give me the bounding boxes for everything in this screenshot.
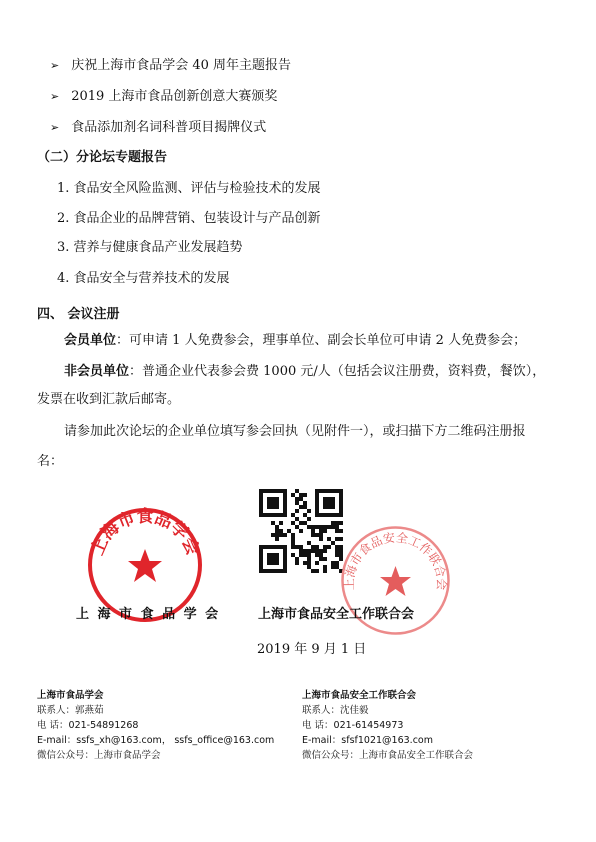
list-item: 3. 营养与健康食品产业发展趋势 bbox=[57, 240, 243, 255]
contact-person: 联系人：沈佳毅 bbox=[302, 705, 369, 716]
star-icon bbox=[380, 566, 411, 596]
bullet-item: ➢ 庆祝上海市食品学会 40 周年主题报告 bbox=[50, 58, 292, 73]
qr-code-image bbox=[259, 489, 343, 573]
contact-block-right bbox=[302, 688, 473, 763]
list-item: 4. 食品安全与营养技术的发展 bbox=[57, 271, 230, 286]
arrow-bullet-icon: ➢ bbox=[50, 59, 60, 72]
contact-block-left bbox=[37, 688, 274, 763]
left-org-label: 上 海 市 食 品 学 会 bbox=[76, 607, 221, 622]
bullet-item: ➢ 2019 上海市食品创新创意大赛颁奖 bbox=[50, 89, 278, 104]
bullet-item: ➢ 食品添加剂名词科普项目揭牌仪式 bbox=[50, 120, 267, 135]
arrow-bullet-icon: ➢ bbox=[50, 90, 60, 103]
arrow-bullet-icon: ➢ bbox=[50, 121, 60, 134]
star-icon bbox=[128, 549, 162, 582]
contact-org: 上海市食品安全工作联合会 bbox=[302, 690, 417, 701]
contact-person: 联系人：郭燕茹 bbox=[37, 705, 104, 716]
document-date: 2019 年 9 月 1 日 bbox=[257, 642, 367, 657]
list-item: 1. 食品安全风险监测、评估与检验技术的发展 bbox=[57, 181, 321, 196]
contact-org: 上海市食品学会 bbox=[37, 690, 104, 701]
section-heading: 四、 会议注册 bbox=[37, 307, 120, 322]
paragraph-line: 发票在收到汇款后邮寄。 bbox=[37, 392, 181, 407]
contact-email: E-mail：ssfs_xh@163.com， ssfs_office@163.com bbox=[37, 735, 275, 746]
list-item: 2. 食品企业的品牌营销、包装设计与产品创新 bbox=[57, 211, 321, 226]
member-paragraph: 会员单位：可申请 1 人免费参会，理事单位、副会长单位可申请 2 人免费参会； bbox=[64, 333, 527, 348]
contact-email: E-mail：sfsf1021@163.com bbox=[302, 735, 433, 746]
nonmember-paragraph: 非会员单位：普通企业代表参会费 1000 元/人（包括会议注册费，资料费，餐饮）， bbox=[64, 364, 546, 379]
seal-ring-text: 上海市食品安全工作联合会 bbox=[342, 530, 449, 591]
contact-wechat: 微信公众号：上海市食品学会 bbox=[37, 750, 161, 761]
paragraph-line: 名： bbox=[37, 454, 64, 469]
paragraph-line: 请参加此次论坛的企业单位填写参会回执（见附件一），或扫描下方二维码注册报 bbox=[64, 424, 526, 439]
contact-phone: 电 话：021-61454973 bbox=[302, 720, 404, 731]
contact-phone: 电 话：021-54891268 bbox=[37, 720, 139, 731]
seal-ring-text: 上海市食品学会 bbox=[87, 506, 203, 559]
contact-wechat: 微信公众号：上海市食品安全工作联合会 bbox=[302, 750, 474, 761]
right-org-label: 上海市食品安全工作联合会 bbox=[258, 607, 415, 622]
section-heading: （二）分论坛专题报告 bbox=[37, 150, 168, 165]
